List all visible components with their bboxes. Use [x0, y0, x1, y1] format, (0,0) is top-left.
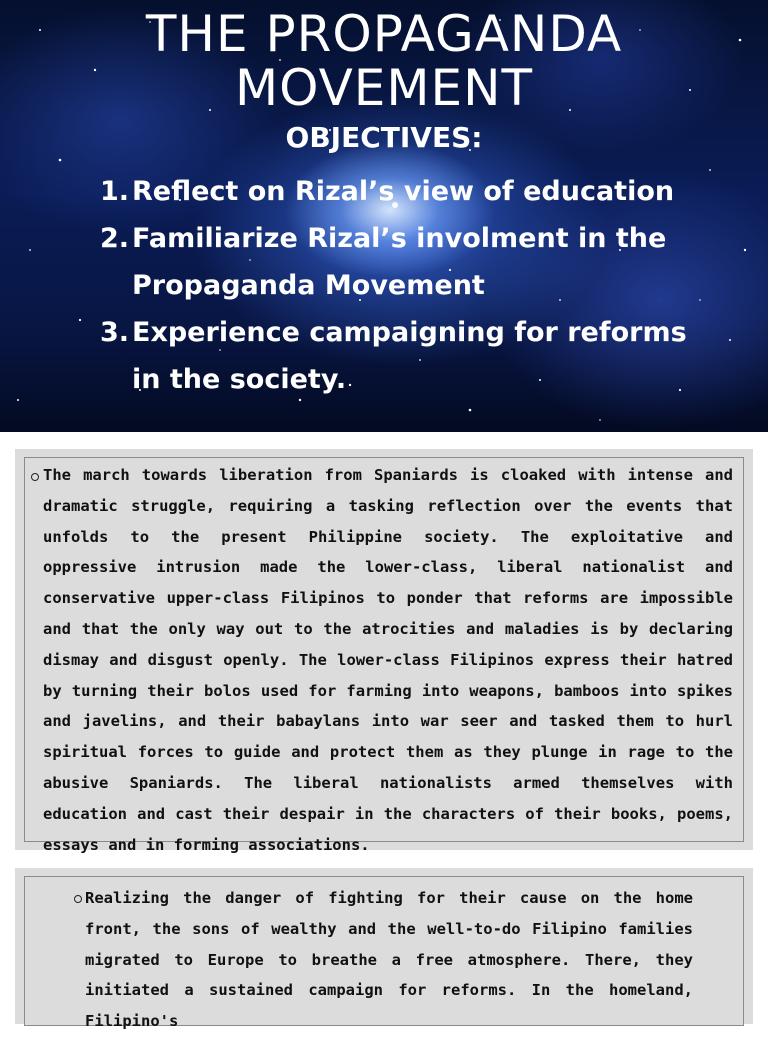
- text-frame: [24, 876, 744, 1031]
- objectives-heading: OBJECTIVES:: [285, 121, 483, 154]
- slide-title-line-1: THE PROPAGANDA: [145, 5, 623, 63]
- text-frame: [24, 457, 744, 854]
- objectives-list: [100, 168, 700, 403]
- objective-number: 2.: [100, 223, 130, 254]
- objective-number: 1.: [100, 176, 130, 207]
- objective-text: Familiarize Rizal’s involment in the Propaganda Movement: [132, 223, 667, 301]
- bullet-circle-icon: [31, 473, 39, 481]
- text-slide-liberation: [15, 449, 753, 854]
- objective-item: [100, 168, 700, 215]
- objective-number: 3.: [100, 317, 130, 348]
- objective-text: Reflect on Rizal’s view of education: [132, 176, 675, 207]
- objective-item: [100, 309, 700, 403]
- bullet-circle-icon: [74, 895, 82, 903]
- paragraph-liberation: The march towards liberation from Spaniards is cloaked with intense and dramatic struggle, requiring a tasking reflection over the events that unfolds to the present Philippine society. The exploitative and oppressive intrusion made the lower-class, liberal nationalist and conservative upper-class Filipinos to ponder that reforms are impossible and that the only way out to the atrocities and maladies is by declaring dismay and disgust openly. The lower-class Filipinos express their hatred by turning their bolos used for farming into weapons, bamboos into spikes and javelins, and their babaylans into war seer and tasked them to hurl spiritual forces to guide and protect them as they plunge in rage to the abusive Spaniards. The liberal nationalists armed themselves with education and cast their despair in the characters of their books, poems, essays and in forming associations.: [43, 466, 733, 854]
- text-slide-europe: [15, 868, 753, 1031]
- objective-item: [100, 215, 700, 309]
- objective-text: Experience campaigning for reforms in the society.: [132, 317, 687, 395]
- slide-title-line-2: MOVEMENT: [234, 59, 534, 117]
- title-slide: [0, 0, 768, 432]
- paragraph-europe: Realizing the danger of fighting for their cause on the home front, the sons of wealthy and the well-to-do Filipino families migrated to Europe to breathe a free atmosphere. There, they initiated a sustained campaign for reforms. In the homeland, Filipino's: [85, 889, 693, 1031]
